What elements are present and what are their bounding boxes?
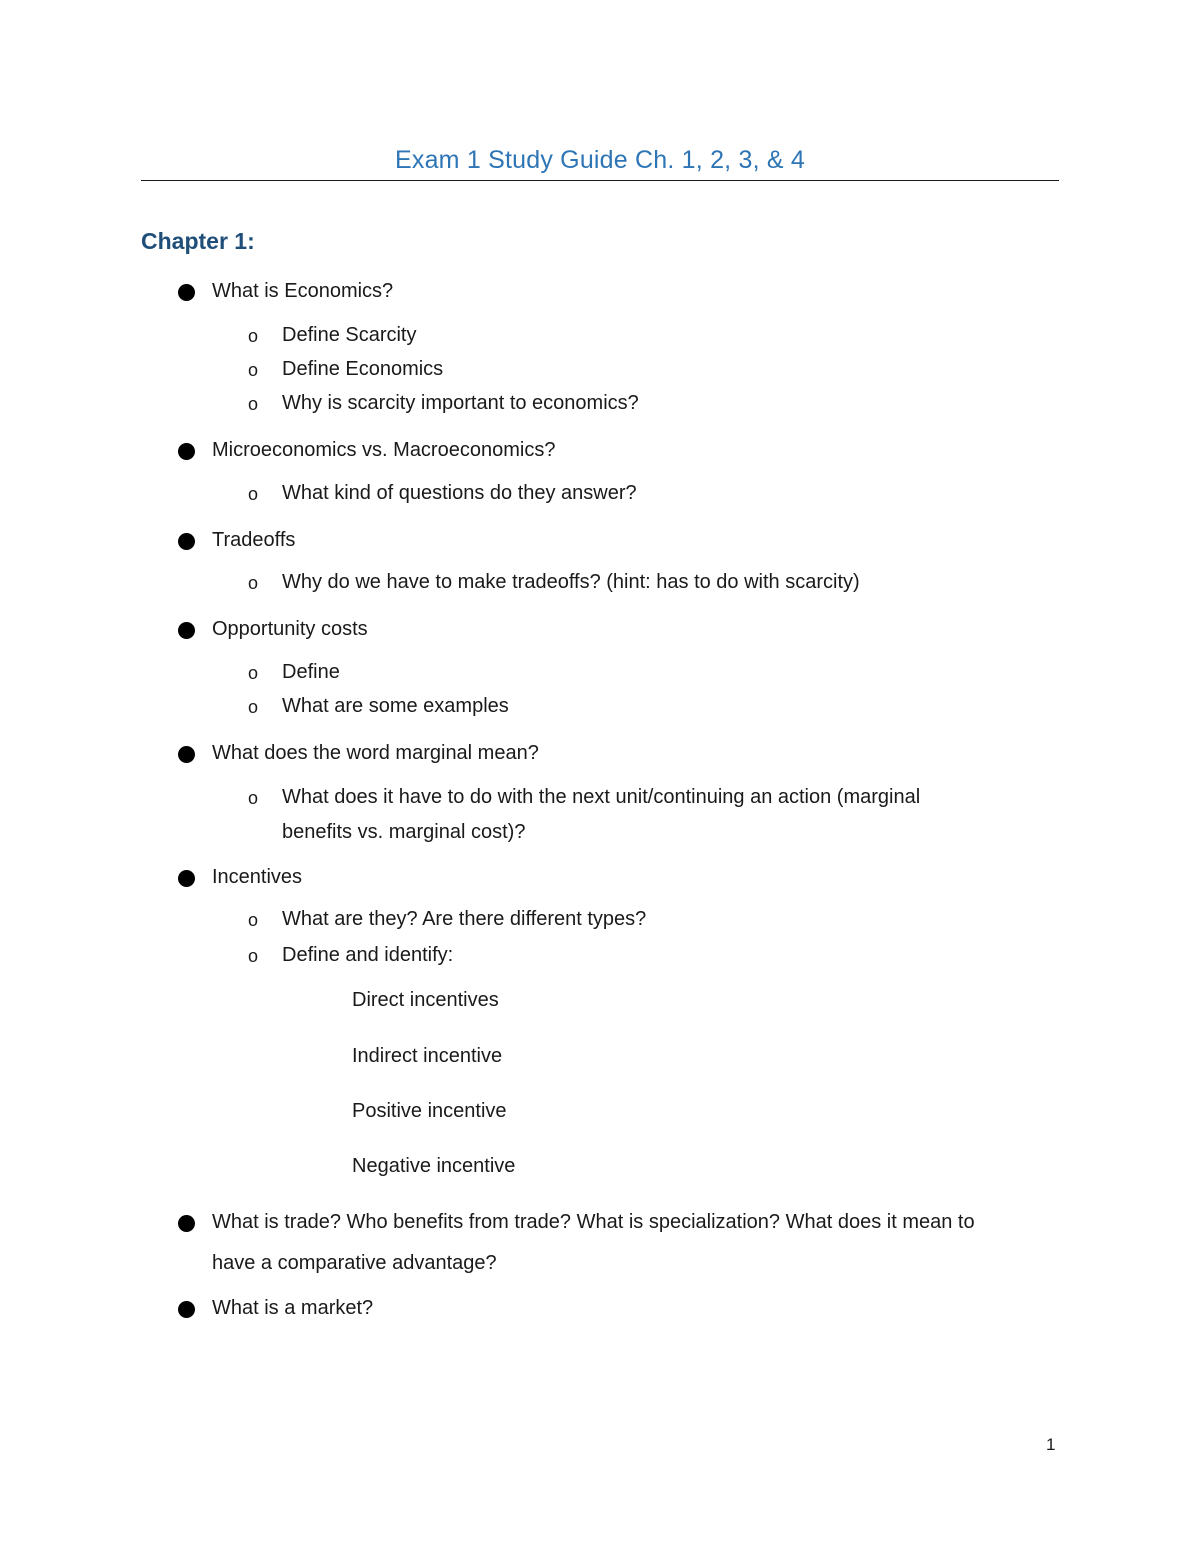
list-item-micro-vs-macro: Microeconomics vs. Macroeconomics? [212, 439, 556, 461]
circle-bullet-icon: o [248, 394, 259, 414]
circle-bullet-icon: o [248, 788, 259, 808]
circle-bullet-icon: o [248, 946, 259, 966]
page-number: 1 [1046, 1435, 1056, 1454]
circle-bullet-icon: o [248, 326, 259, 346]
sub-item-define-scarcity: Define Scarcity [282, 324, 417, 346]
sub-item-define-identify: Define and identify: [282, 944, 454, 966]
sub-item-define: Define [282, 661, 340, 683]
sub-item-why-tradeoffs: Why do we have to make tradeoffs? (hint: has to do with scarcity) [282, 571, 860, 593]
title-underline [141, 180, 1059, 181]
list-item-trade-line-1: What is trade? Who benefits from trade? What is specialization? What does it mean to [212, 1211, 975, 1233]
chapter-heading: Chapter 1: [141, 228, 255, 254]
bullet-icon [178, 1215, 195, 1232]
sub-item-define-economics: Define Economics [282, 358, 444, 380]
sub-item-what-are-they: What are they? Are there different types? [282, 908, 647, 930]
incentive-type-positive: Positive incentive [352, 1100, 507, 1122]
list-item-trade-line-2: have a comparative advantage? [212, 1252, 497, 1274]
circle-bullet-icon: o [248, 910, 259, 930]
sub-item-marginal-line-2: benefits vs. marginal cost)? [282, 821, 526, 843]
circle-bullet-icon: o [248, 697, 259, 717]
circle-bullet-icon: o [248, 360, 259, 380]
sub-item-marginal-line-1: What does it have to do with the next unit/continuing an action (marginal [282, 786, 921, 808]
sub-item-examples: What are some examples [282, 695, 509, 717]
bullet-icon [178, 533, 195, 550]
circle-bullet-icon: o [248, 663, 259, 683]
list-item-marginal: What does the word marginal mean? [212, 742, 539, 764]
bullet-icon [178, 443, 195, 460]
sub-item-questions: What kind of questions do they answer? [282, 482, 637, 504]
sub-item-scarcity-importance: Why is scarcity important to economics? [282, 392, 639, 414]
circle-bullet-icon: o [248, 573, 259, 593]
incentive-type-negative: Negative incentive [352, 1155, 516, 1177]
list-item-tradeoffs: Tradeoffs [212, 529, 296, 551]
incentive-type-indirect: Indirect incentive [352, 1045, 503, 1067]
incentive-type-direct: Direct incentives [352, 989, 499, 1011]
bullet-icon [178, 746, 195, 763]
list-item-market: What is a market? [212, 1297, 374, 1319]
list-item-opportunity-costs: Opportunity costs [212, 618, 368, 640]
bullet-icon [178, 622, 195, 639]
circle-bullet-icon: o [248, 484, 259, 504]
list-item-incentives: Incentives [212, 866, 303, 888]
bullet-icon [178, 870, 195, 887]
bullet-icon [178, 1301, 195, 1318]
list-item-what-is-economics: What is Economics? [212, 280, 394, 302]
bullet-icon [178, 284, 195, 301]
document-title: Exam 1 Study Guide Ch. 1, 2, 3, & 4 [395, 146, 805, 174]
